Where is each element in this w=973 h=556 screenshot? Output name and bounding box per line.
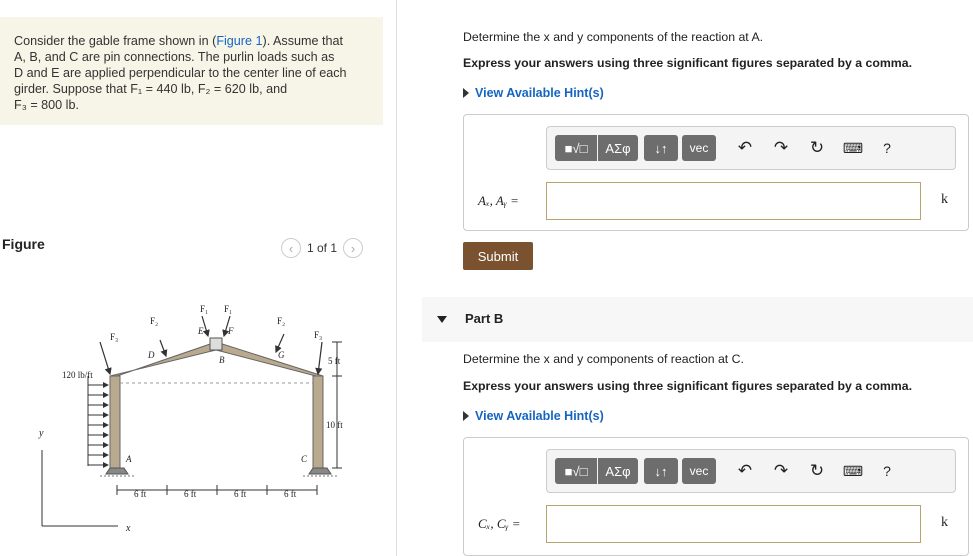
label-dim-5ft: 5 ft <box>328 356 341 366</box>
part-b-hint-link[interactable] <box>463 409 604 423</box>
problem-line: A, B, and C are pin connections. The purlin loads such as <box>14 50 335 64</box>
part-a-answer-input[interactable] <box>546 182 921 220</box>
arrows-button[interactable]: ↓↑ <box>644 458 678 484</box>
part-b-unit: k <box>941 515 948 530</box>
label-d: D <box>148 350 155 360</box>
label-dim-6ft-2: 6 ft <box>184 489 197 499</box>
problem-line: ). Assume that <box>262 34 344 48</box>
keyboard-icon[interactable]: ⌨ <box>842 462 864 479</box>
label-e: E <box>198 326 204 336</box>
templates-group <box>555 458 638 484</box>
vec-button[interactable]: vec <box>682 458 716 484</box>
label-c: C <box>301 454 308 464</box>
part-b-hint-label: View Available Hint(s) <box>475 409 604 423</box>
part-a-unit: k <box>941 192 948 207</box>
right-rafter <box>216 342 323 376</box>
problem-statement <box>0 17 383 125</box>
templates-button[interactable]: ■√□ <box>555 458 597 484</box>
support-a <box>106 468 128 474</box>
label-f2-right: F₂ <box>277 316 286 326</box>
label-load: 120 lb/ft <box>62 370 93 380</box>
label-b: B <box>219 355 225 365</box>
redo-icon[interactable]: ↷ <box>773 461 789 480</box>
undo-icon[interactable]: ↶ <box>737 138 753 157</box>
reset-icon[interactable]: ↻ <box>809 461 825 480</box>
label-f2-left: F₂ <box>150 316 159 326</box>
label-a: A <box>126 454 132 464</box>
problem-line: Consider the gable frame shown in ( <box>14 34 217 48</box>
symbols-button[interactable]: ΑΣφ <box>598 135 638 161</box>
label-dim-6ft-4: 6 ft <box>284 489 297 499</box>
part-a-instruction: Express your answers using three significant figures separated by a comma. <box>463 56 912 70</box>
part-b-math-toolbar <box>546 449 956 493</box>
part-b-answer-input[interactable] <box>546 505 921 543</box>
part-b-question: Determine the x and y components of reaction at C. <box>463 352 744 366</box>
templates-button[interactable]: ■√□ <box>555 135 597 161</box>
column-divider <box>396 0 397 556</box>
part-b-header[interactable] <box>422 297 973 342</box>
symbols-button[interactable]: ΑΣφ <box>598 458 638 484</box>
distributed-load-arrows <box>88 376 108 466</box>
arrows-button[interactable]: ↓↑ <box>644 135 678 161</box>
pin-b <box>210 338 222 350</box>
part-a-question: Determine the x and y components of the reaction at A. <box>463 30 764 44</box>
support-c <box>309 468 331 474</box>
chevron-left-icon: ‹ <box>288 240 294 256</box>
figure-link[interactable]: Figure 1 <box>216 34 263 48</box>
reset-icon[interactable]: ↻ <box>809 138 825 157</box>
left-column <box>110 376 120 468</box>
part-b-instruction: Express your answers using three significant figures separated by a comma. <box>463 379 912 393</box>
caret-right-icon <box>463 411 469 421</box>
label-axis-x: x <box>126 523 131 534</box>
problem-line: F₃ = 800 lb. <box>14 98 79 112</box>
label-dim-6ft-3: 6 ft <box>234 489 247 499</box>
vec-button[interactable]: vec <box>682 135 716 161</box>
next-figure-button[interactable] <box>343 238 363 258</box>
help-button[interactable]: ? <box>883 463 891 479</box>
part-a-hint-link[interactable] <box>463 86 604 100</box>
part-b-answer-label: Cₓ, Cᵧ = <box>478 516 521 531</box>
gable-frame-figure <box>0 290 390 540</box>
keyboard-icon[interactable]: ⌨ <box>842 139 864 156</box>
chevron-right-icon: › <box>350 240 356 256</box>
figure-page-count: 1 of 1 <box>307 241 338 255</box>
part-b-title: Part B <box>465 311 504 326</box>
part-a-answer-box <box>463 114 969 231</box>
part-a-math-toolbar <box>546 126 956 170</box>
caret-down-icon <box>437 316 447 323</box>
right-column <box>313 376 323 468</box>
help-button[interactable]: ? <box>883 140 891 156</box>
label-dim-10ft: 10 ft <box>326 420 343 430</box>
part-a-hint-label: View Available Hint(s) <box>475 86 604 100</box>
part-a-answer-label: Aₓ, Aᵧ = <box>478 193 519 208</box>
part-b-answer-box <box>463 437 969 556</box>
templates-group <box>555 135 638 161</box>
label-axis-y: y <box>39 428 44 439</box>
label-f1-right: F₁ <box>224 304 233 314</box>
redo-icon[interactable]: ↷ <box>773 138 789 157</box>
problem-line: girder. Suppose that F₁ = 440 lb, F₂ = 620 lb, and <box>14 82 288 96</box>
label-dim-6ft-1: 6 ft <box>134 489 147 499</box>
caret-right-icon <box>463 88 469 98</box>
label-f1-left: F₁ <box>200 304 209 314</box>
problem-text <box>14 33 374 113</box>
label-f: F <box>228 326 234 336</box>
problem-line: D and E are applied perpendicular to the center line of each <box>14 66 347 80</box>
undo-icon[interactable]: ↶ <box>737 461 753 480</box>
figure-pager <box>281 237 363 259</box>
label-f3-right: F₃ <box>314 330 323 340</box>
figure-heading: Figure <box>2 236 45 252</box>
label-f3-left: F₃ <box>110 332 119 342</box>
previous-figure-button[interactable] <box>281 238 301 258</box>
submit-button[interactable]: Submit <box>463 242 533 270</box>
label-g: G <box>278 350 285 360</box>
